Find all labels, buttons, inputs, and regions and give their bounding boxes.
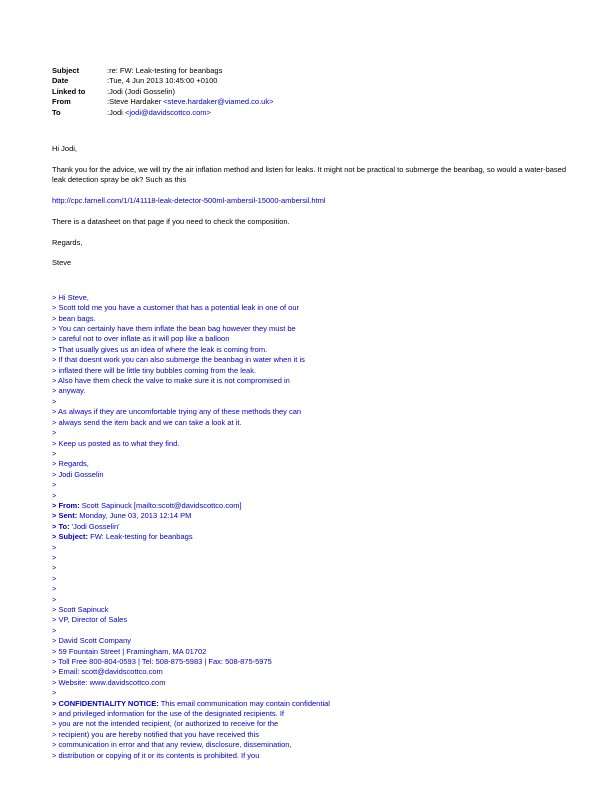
email-header-label: Subject <box>52 66 80 75</box>
quoted-line: > careful not to over inflate as it will pop like a balloon <box>52 334 230 344</box>
quoted-line: > <box>52 480 57 490</box>
quoted-line: > Hi Steve, <box>52 292 89 302</box>
quoted-line: > Also have them check the valve to make sure it is not compromised in <box>52 376 290 386</box>
quoted-line: > From: Scott Sapinuck [mailto:scott@davidscottco.com] <box>52 500 242 510</box>
email-header-value <box>107 97 273 107</box>
quoted-line-bold-label: > From: <box>52 500 80 510</box>
email-header-row <box>52 76 579 86</box>
body-paragraph-1: Thank you for the advice, we will try the air inflation method and listen for leaks. It might not be practical to submerge the beanbag, so would a water-based leak detection spray be ok? Such as this <box>52 164 567 185</box>
quoted-line: > Email: scott@davidscottco.com <box>52 667 163 677</box>
quoted-line: > Subject: FW: Leak-testing for beanbags <box>52 532 193 542</box>
quoted-line: > <box>52 563 57 573</box>
quoted-line: > <box>52 625 57 635</box>
email-header-label: Linked to <box>52 86 86 96</box>
quoted-line: > always send the item back and we can take a look at it. <box>52 417 242 427</box>
quoted-line: > Sent: Monday, June 03, 2013 12:14 PM <box>52 511 192 521</box>
quoted-line: > <box>52 490 57 500</box>
quoted-line: > 59 Fountain Street | Framingham, MA 01702 <box>52 646 207 656</box>
email-header-row <box>52 97 579 107</box>
quoted-line: > <box>52 428 57 438</box>
quoted-line: > <box>52 688 57 698</box>
quoted-line-bold-label: > To: <box>52 521 70 531</box>
quoted-line: > you are not the intended recipient, (or authorized to receive for the <box>52 719 279 729</box>
email-address-link[interactable]: <jodi@davidscottco.com> <box>124 107 211 117</box>
quoted-line: > David Scott Company <box>52 636 131 646</box>
quoted-line: > and privileged information for the use of the designated recipients. If <box>52 709 285 719</box>
quoted-line: > Scott Sapinuck <box>52 605 109 615</box>
email-header-value <box>107 76 217 86</box>
body-greeting: Hi Jodi, <box>52 144 78 154</box>
quoted-line: > CONFIDENTIALITY NOTICE: This email communication may contain confidential <box>52 698 330 708</box>
quoted-line: > Keep us posted as to what they find. <box>52 438 180 448</box>
quoted-line: > If that doesnt work you can also submerge the beanbag in water when it is <box>52 355 305 365</box>
email-header-label: From <box>52 97 71 107</box>
email-header-value <box>107 108 211 118</box>
body-signature: Steve <box>52 258 72 268</box>
quoted-line-bold-label: > Subject: <box>52 532 89 542</box>
quoted-line: > Toll Free 800-804-0593 | Tel: 508-875-5983 | Fax: 508-875-5975 <box>52 657 272 667</box>
email-header-label: To <box>52 107 61 117</box>
quoted-line: > Scott told me you have a customer that has a potential leak in one of our <box>52 303 300 313</box>
quoted-line-bold-label: > Sent: <box>52 511 78 521</box>
email-header-row <box>52 87 579 97</box>
quoted-line: > <box>52 448 57 458</box>
quoted-line: > recipient) you are hereby notified that you have received this <box>52 729 259 739</box>
quoted-block <box>52 293 579 761</box>
quoted-line: > <box>52 542 57 552</box>
quoted-line-bold-label: > CONFIDENTIALITY NOTICE: <box>52 698 159 708</box>
quoted-line: > Website: www.davidscottco.com <box>52 677 166 687</box>
quoted-line: > As always if they are uncomfortable trying any of these methods they can <box>52 407 302 417</box>
email-header-row <box>52 108 579 118</box>
email-header-value-text: :Jodi (Jodi Gosselin) <box>107 86 175 96</box>
quoted-line: > <box>52 573 57 583</box>
email-header-label: Date <box>52 76 69 86</box>
leak-detector-url-link[interactable]: http://cpc.farnell.com/1/1/41118-leak-detector-500ml-ambersil-15000-ambersil.html <box>52 196 326 206</box>
quoted-line: > <box>52 584 57 594</box>
quoted-line: > bean bags. <box>52 313 96 323</box>
body-paragraph-2: There is a datasheet on that page if you need to check the composition. <box>52 216 290 226</box>
quoted-line: > VP, Director of Sales <box>52 615 128 625</box>
email-header-value-text: :Tue, 4 Jun 2013 10:45:00 +0100 <box>107 76 218 86</box>
email-header-value <box>107 66 222 76</box>
quoted-line: > inflated there will be little tiny bubbles coming from the leak. <box>52 365 257 375</box>
quoted-line: > <box>52 552 57 562</box>
quoted-line: > Jodi Gosselin <box>52 469 104 479</box>
quoted-line: > anyway. <box>52 386 86 396</box>
email-header-value-text: :Jodi <box>107 107 125 117</box>
quoted-line: > You can certainly have them inflate the bean bag however they must be <box>52 324 296 334</box>
quoted-line: > distribution or copying of it or its contents is prohibited. If you <box>52 750 260 760</box>
quoted-line: > <box>52 594 57 604</box>
email-header <box>52 66 579 118</box>
email-header-row <box>52 66 579 76</box>
email-address-link[interactable]: <steve.hardaker@viamed.co.uk> <box>163 97 274 107</box>
quoted-line: > To: 'Jodi Gosselin' <box>52 521 120 531</box>
quoted-line: > <box>52 396 57 406</box>
email-header-value-text: :re: FW: Leak-testing for beanbags <box>107 66 223 75</box>
quoted-line: > That usually gives us an idea of where the leak is coming from. <box>52 344 268 354</box>
email-header-value-text: :Steve Hardaker <box>107 97 164 107</box>
email-header-value <box>107 87 175 97</box>
quoted-line: > communication in error and that any review, disclosure, dissemination, <box>52 740 292 750</box>
quoted-line: > Regards, <box>52 459 89 469</box>
body-signoff: Regards, <box>52 237 83 247</box>
